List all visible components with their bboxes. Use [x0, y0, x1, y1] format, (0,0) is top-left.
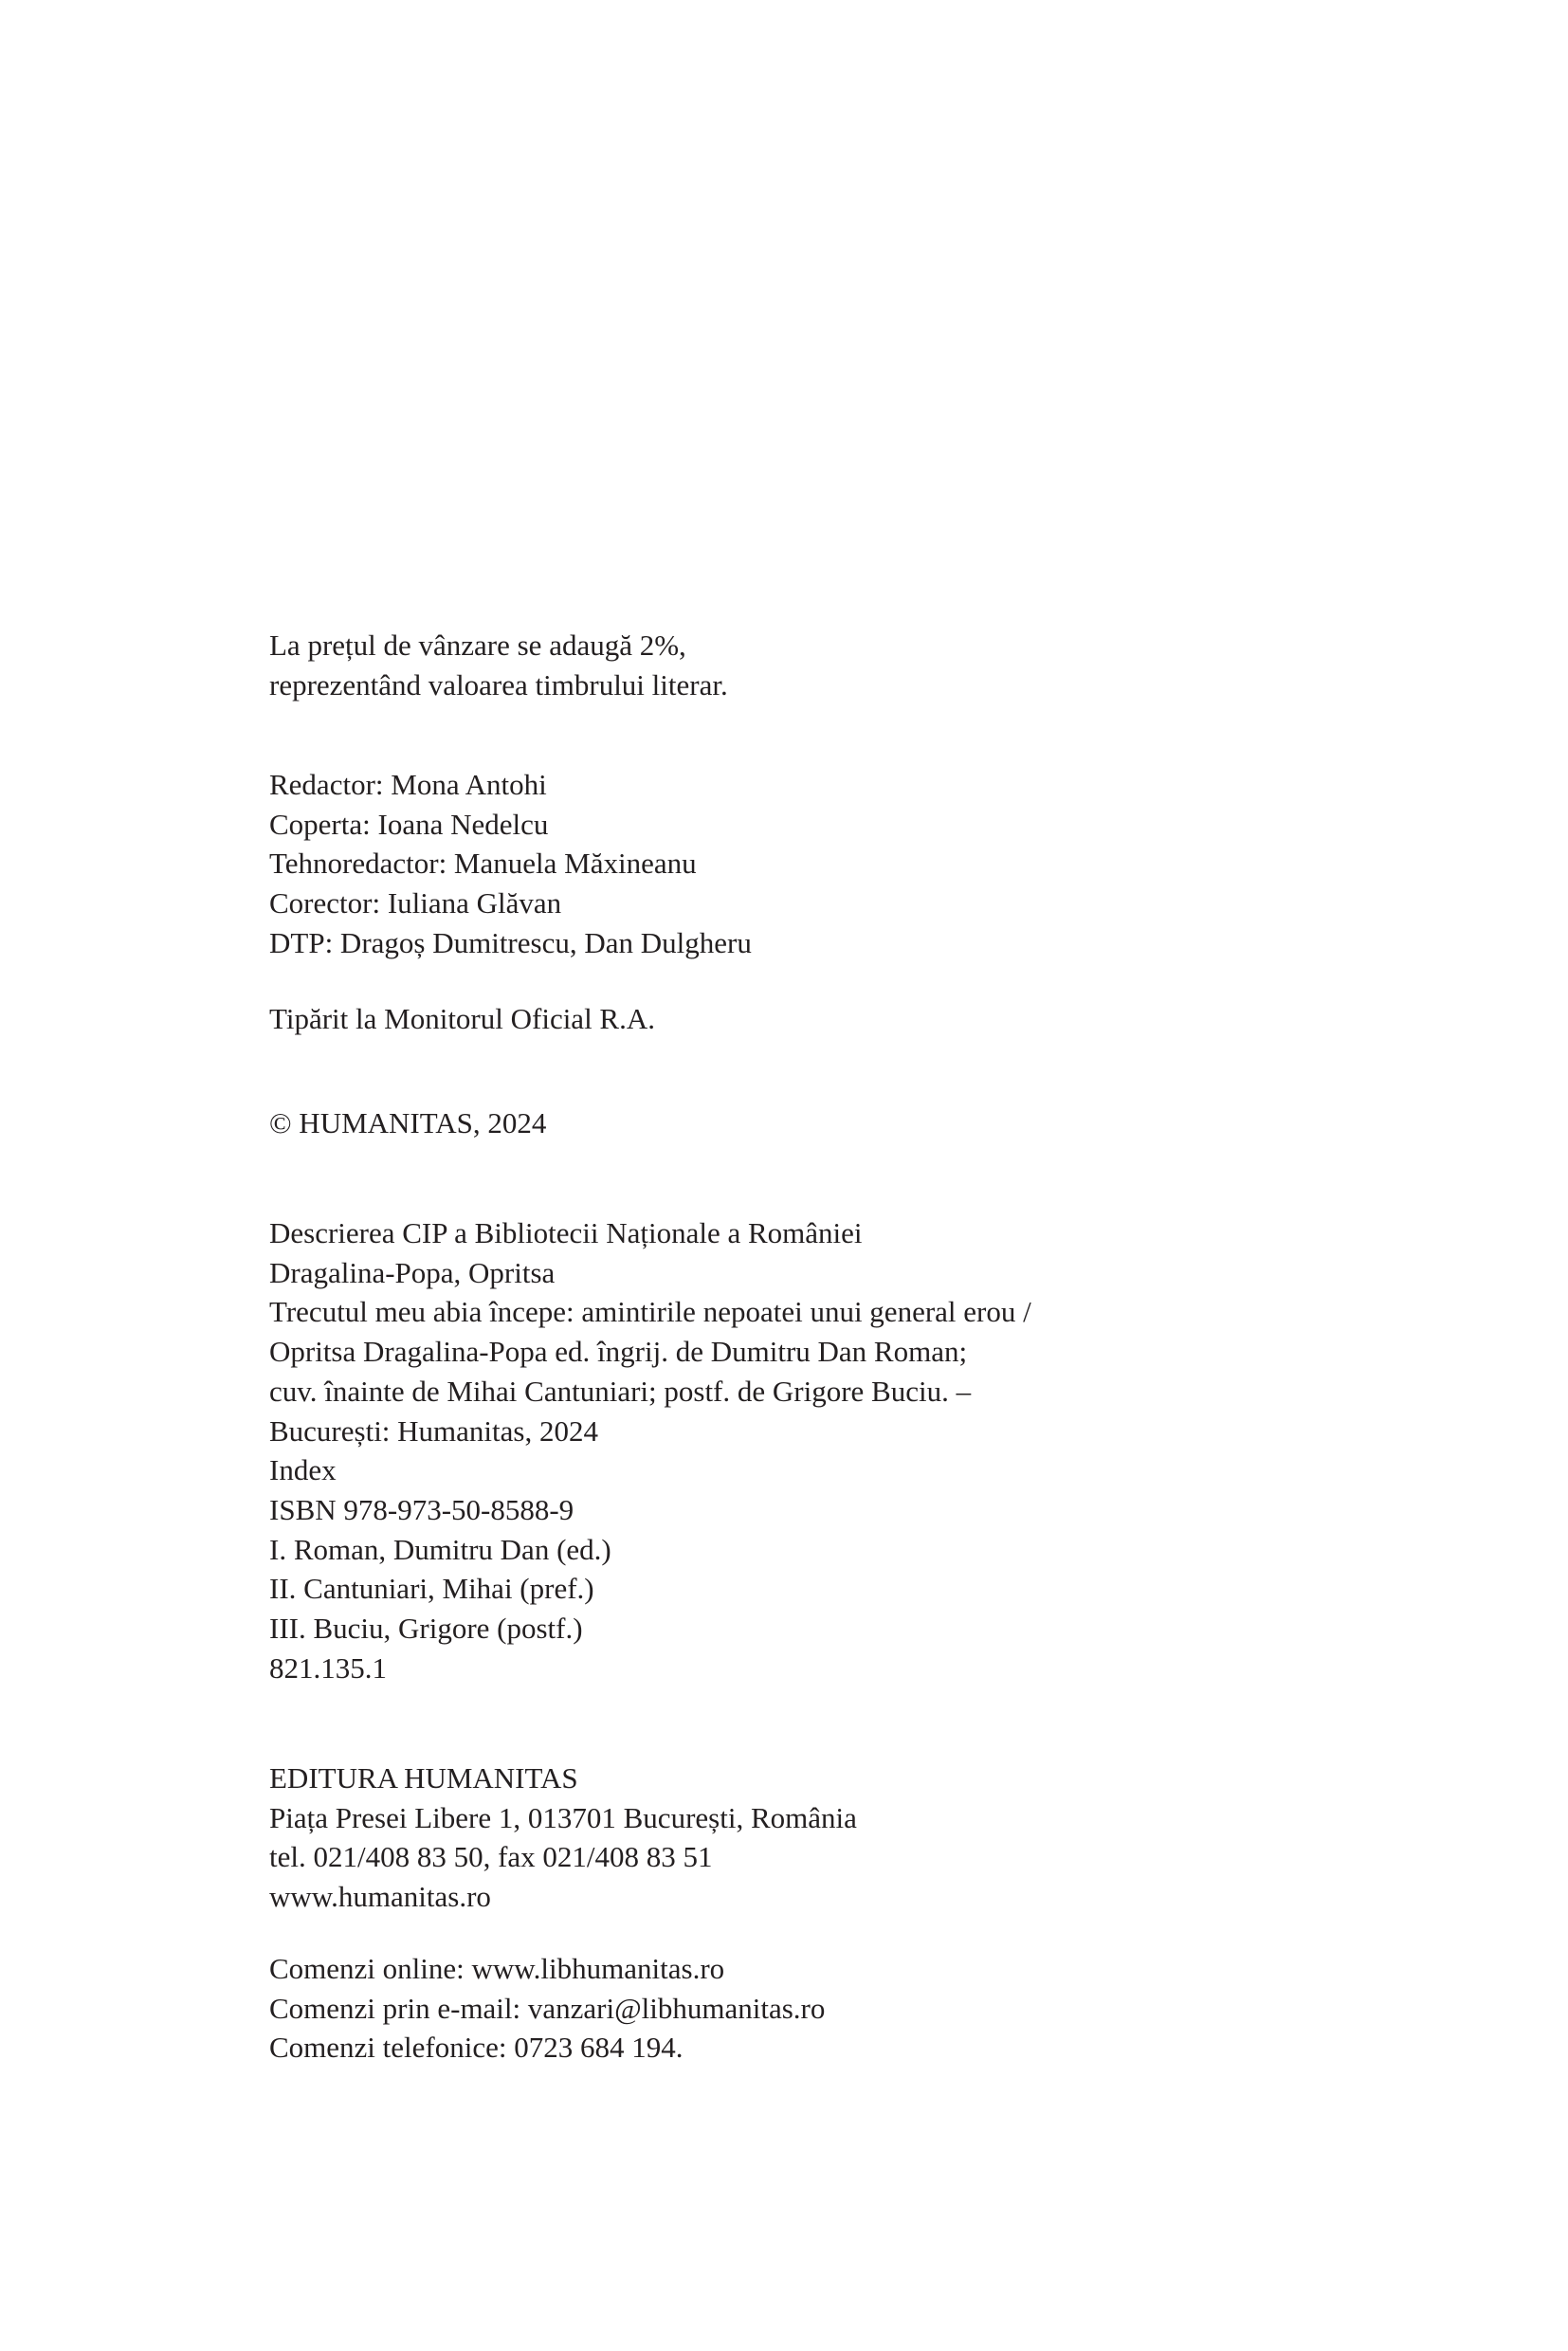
printer-line: Tipărit la Monitorul Oficial R.A.	[269, 1002, 655, 1035]
price-note-line: La prețul de vânzare se adaugă 2%,	[269, 629, 686, 662]
price-note-line: reprezentând valoarea timbrului literar.	[269, 667, 728, 702]
publisher-website: www.humanitas.ro	[269, 1880, 491, 1914]
publisher-phone: tel. 021/408 83 50, fax 021/408 83 51	[269, 1840, 713, 1874]
cip-line: Descrierea CIP a Bibliotecii Naționale a României	[269, 1216, 863, 1249]
credit-dtp: DTP: Dragoș Dumitrescu, Dan Dulgheru	[269, 925, 752, 959]
credit-typesetter: Tehnoredactor: Manuela Măxineanu	[269, 847, 697, 881]
credit-proofreader: Corector: Iuliana Glăvan	[269, 886, 562, 920]
cip-line: III. Buciu, Grigore (postf.)	[269, 1612, 583, 1646]
credits	[269, 765, 752, 963]
credit-cover: Coperta: Ioana Nedelcu	[269, 807, 549, 841]
printer	[269, 999, 655, 1039]
publisher-info	[269, 1759, 857, 1917]
cip-line: II. Cantuniari, Mihai (pref.)	[269, 1572, 594, 1606]
cip-line: Trecutul meu abia începe: amintirile nepoatei unui general erou /	[269, 1295, 1031, 1329]
cip-classification: 821.135.1	[269, 1650, 387, 1685]
price-note	[269, 626, 728, 704]
publisher-address: Piața Presei Libere 1, 013701 București, România	[269, 1800, 857, 1834]
cip-description	[269, 1213, 1031, 1687]
orders-phone: Comenzi telefonice: 0723 684 194.	[269, 2031, 684, 2065]
cip-line: Dragalina-Popa, Opritsa	[269, 1255, 556, 1289]
credit-editor: Redactor: Mona Antohi	[269, 768, 547, 801]
cip-line: cuv. înainte de Mihai Cantuniari; postf. de Grigore Buciu. –	[269, 1374, 972, 1408]
cip-line: Opritsa Dragalina-Popa ed. îngrij. de Dumitru Dan Roman;	[269, 1335, 968, 1369]
orders-online: Comenzi online: www.libhumanitas.ro	[269, 1952, 725, 1985]
publisher-name: EDITURA HUMANITAS	[269, 1761, 578, 1795]
orders-email: Comenzi prin e-mail: vanzari@libhumanitas.ro	[269, 1991, 826, 2025]
cip-isbn: ISBN 978-973-50-8588-9	[269, 1492, 574, 1526]
copyright	[269, 1103, 546, 1143]
orders-info	[269, 1949, 825, 2068]
copyright-line: © HUMANITAS, 2024	[269, 1106, 547, 1139]
cip-line: Index	[269, 1453, 337, 1487]
cip-line: I. Roman, Dumitru Dan (ed.)	[269, 1532, 611, 1566]
cip-line: București: Humanitas, 2024	[269, 1413, 598, 1448]
